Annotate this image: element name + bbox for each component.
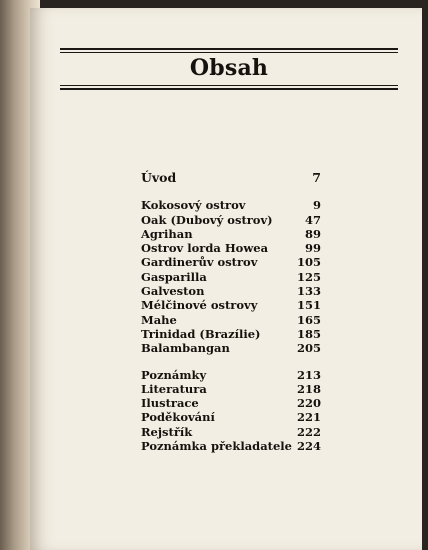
toc-entry xyxy=(141,213,321,227)
toc-entry-page: 205 xyxy=(296,341,321,356)
toc-entry xyxy=(141,425,321,439)
toc-entry-page: 218 xyxy=(296,381,321,396)
toc-entry-title: Poznámky xyxy=(141,367,207,382)
toc-entry-title: Literatura xyxy=(141,381,207,396)
toc-entry-title: Kokosový ostrov xyxy=(141,198,246,213)
toc-entry-title: Poděkování xyxy=(141,410,215,425)
spacer xyxy=(141,356,321,368)
toc-entry xyxy=(141,227,321,241)
islands-section xyxy=(141,198,321,355)
toc-entry xyxy=(141,241,321,255)
top-rule-thin xyxy=(60,52,398,53)
toc-entry xyxy=(141,396,321,410)
toc-entry-title: Úvod xyxy=(141,170,177,185)
toc-entry xyxy=(141,270,321,284)
top-rule-thick xyxy=(60,48,398,50)
toc-entry-uvod xyxy=(141,170,321,184)
toc-entry-page: 89 xyxy=(304,226,321,241)
toc-entry-title: Gasparilla xyxy=(141,269,207,284)
toc-entry xyxy=(141,255,321,269)
toc-entry-title: Mélčinové ostrovy xyxy=(141,298,258,313)
toc-entry-title: Trinidad (Brazílie) xyxy=(141,326,261,341)
toc-entry-page: 165 xyxy=(296,312,321,327)
spacer xyxy=(141,184,321,198)
toc-entry xyxy=(141,313,321,327)
toc-entry-title: Mahe xyxy=(141,312,177,327)
toc-entry-title: Ostrov lorda Howea xyxy=(141,241,269,256)
toc-entry xyxy=(141,341,321,355)
toc-entry-page: 47 xyxy=(304,212,321,227)
toc-entry-page: 105 xyxy=(296,255,321,270)
toc-entry-title: Balambangan xyxy=(141,341,230,356)
toc-entry-title: Ilustrace xyxy=(141,396,199,411)
toc-entry-page: 213 xyxy=(296,367,321,382)
toc-entry-title: Agrihan xyxy=(141,226,193,241)
toc-entry-title: Gardinerův ostrov xyxy=(141,255,258,270)
toc-entry-title: Poznámka překladatele xyxy=(141,439,292,454)
page-title: Obsah xyxy=(189,55,269,81)
toc-entry-page: 133 xyxy=(296,284,321,299)
toc-entry xyxy=(141,298,321,312)
toc-entry xyxy=(141,439,321,453)
toc-entry xyxy=(141,382,321,396)
toc-entry-page: 224 xyxy=(296,439,321,454)
toc-entry-title: Galveston xyxy=(141,284,205,299)
toc-entry-title: Oak (Dubový ostrov) xyxy=(141,212,273,227)
toc-entry-page: 185 xyxy=(296,326,321,341)
toc-entry xyxy=(141,368,321,382)
toc-entry-page: 151 xyxy=(296,298,321,313)
table-of-contents xyxy=(141,170,321,453)
toc-entry-page: 222 xyxy=(296,424,321,439)
toc-entry xyxy=(141,410,321,424)
bottom-rule-thin xyxy=(60,85,398,86)
bottom-rule-thick xyxy=(60,88,398,90)
toc-entry xyxy=(141,284,321,298)
toc-entry-title: Rejstřík xyxy=(141,424,193,439)
toc-entry-page: 125 xyxy=(296,269,321,284)
back-matter-section xyxy=(141,368,321,454)
toc-entry-page: 220 xyxy=(296,396,321,411)
toc-entry-page: 9 xyxy=(312,198,321,213)
toc-entry xyxy=(141,327,321,341)
toc-entry xyxy=(141,198,321,212)
toc-entry-page: 99 xyxy=(304,241,321,256)
toc-entry-page: 7 xyxy=(312,170,321,185)
toc-entry-page: 221 xyxy=(296,410,321,425)
